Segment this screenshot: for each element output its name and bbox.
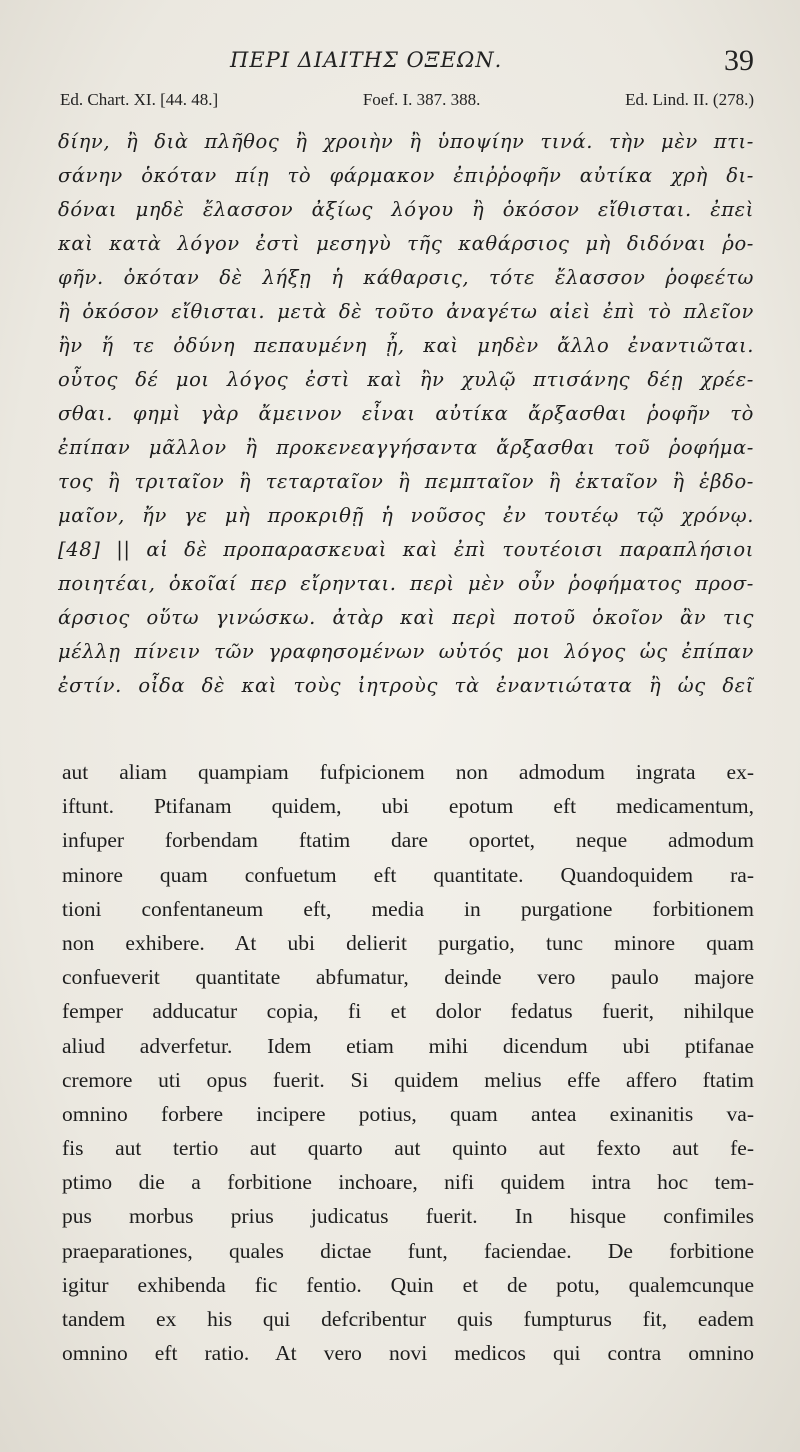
latin-text-line: pus morbus prius judicatus fuerit. In hisque confimiles [62, 1204, 754, 1229]
greek-text-line: σθαι. φημὶ γὰρ ἄμεινον εἶναι αὐτίκα ἄρξασθαι ῥοφῆν τὸ [58, 402, 754, 425]
greek-text-line: καὶ κατὰ λόγον ἐστὶ μεσηγὺ τῆς καθάρσιος μὴ διδόναι ῥο- [58, 232, 754, 255]
page-number: 39 [724, 44, 754, 77]
greek-text-line: [48] || αἱ δὲ προπαρασκευαὶ καὶ ἐπὶ τουτέοισι παραπλήσιοι [58, 538, 754, 561]
latin-text-line: omnino eft ratio. At vero novi medicos qui contra omnino [62, 1341, 754, 1366]
edition-ref-foes: Foef. I. 387. 388. [362, 90, 481, 109]
latin-text-block [62, 755, 754, 1370]
latin-text-line: ptimo die a forbitione inchoare, nifi quidem intra hoc tem- [62, 1170, 754, 1195]
greek-text-line: σάνην ὁκόταν πίῃ τὸ φάρμακον ἐπιῤῥοφῆν αὐτίκα χρὴ δι- [58, 164, 754, 187]
greek-text-line: οὗτος δέ μοι λόγος ἐστὶ καὶ ἢν χυλῷ πτισάνης δέῃ χρέε- [58, 368, 754, 391]
latin-text-line: tandem ex his qui defcribentur quis fumpturus fit, eadem [62, 1307, 754, 1331]
greek-text-line: δίην, ἢ διὰ πλῆθος ἢ χροιὴν ἢ ὑποψίην τινά. τὴν μὲν πτι- [58, 130, 754, 153]
latin-text-line: aliud adverfetur. Idem etiam mihi dicendum ubi ptifanae [62, 1033, 754, 1058]
greek-text-line: άρσιος οὕτω γινώσκω. ἀτὰρ καὶ περὶ ποτοῦ ὁκοῖον ἂν τις [58, 606, 754, 629]
latin-text-line: tioni confentaneum eft, media in purgatione forbitionem [62, 896, 754, 921]
greek-text-line: φῆν. ὁκόταν δὲ λήξῃ ἡ κάθαρσις, τότε ἔλασσον ῥοφεέτω [58, 266, 754, 289]
greek-text-line: ἐπίπαν μᾶλλον ἢ προκενεαγγήσαντα ἄρξασθαι τοῦ ῥοφήμα- [58, 436, 754, 459]
latin-text-line: aut aliam quampiam fufpicionem non admodum ingrata ex- [62, 760, 754, 784]
greek-text-line: ἢ ὁκόσον εἴθισται. μετὰ δὲ τοῦτο ἀναγέτω αἰεὶ ἐπὶ τὸ πλεῖον [58, 300, 754, 323]
latin-text-line: fis aut tertio aut quarto aut quinto aut fexto aut fe- [62, 1136, 754, 1161]
greek-text-line: τος ἢ τριταῖον ἢ τεταρταῖον ἢ πεμπταῖον ἢ ἑκταῖον ἢ ἑβδο- [58, 470, 754, 493]
greek-text-line: ἢν ἥ τε ὀδύνη πεπαυμένη ᾖ, καὶ μηδὲν ἄλλο ἐναντιῶται. [58, 334, 754, 357]
running-title: ΠΕΡΙ ΔΙΑΙΤΗΣ ΟΞΕΩΝ. [230, 48, 503, 72]
latin-text-line: praeparationes, quales dictae funt, faciendae. De forbitione [62, 1238, 754, 1263]
latin-text-line: infuper forbendam ftatim dare oportet, neque admodum [62, 828, 754, 853]
greek-text-line: ποιητέαι, ὁκοῖαί περ εἴρηνται. περὶ μὲν οὖν ῥοφήματος προσ- [58, 572, 754, 595]
latin-text-line: non exhibere. At ubi delierit purgatio, tunc minore quam [62, 930, 754, 955]
greek-text-line: ἐστίν. οἶδα δὲ καὶ τοὺς ἰητροὺς τὰ ἐναντιώτατα ἢ ὡς δεῖ [58, 674, 754, 697]
latin-text-line: confueverit quantitate abfumatur, deinde vero paulo majore [62, 965, 754, 990]
greek-text-block [58, 125, 754, 703]
latin-text-line: minore quam confuetum eft quantitate. Quandoquidem ra- [62, 862, 754, 887]
running-head [60, 44, 754, 84]
latin-text-line: cremore uti opus fuerit. Si quidem melius effe affero ftatim [62, 1067, 754, 1092]
greek-text-line: μαῖον, ἤν γε μὴ προκριθῇ ἡ νοῦσος ἐν τουτέῳ τῷ χρόνῳ. [58, 504, 754, 527]
edition-ref-linden: Ed. Lind. II. (278.) [625, 90, 754, 109]
edition-references [60, 90, 754, 110]
latin-text-line: iftunt. Ptifanam quidem, ubi epotum eft medicamentum, [62, 794, 754, 819]
greek-text-line: δόναι μηδὲ ἔλασσον ἀξίως λόγου ἢ ὁκόσον εἴθισται. ἐπεὶ [58, 198, 754, 221]
latin-text-line: igitur exhibenda fic fentio. Quin et de potu, qualemcunque [62, 1272, 754, 1297]
latin-text-line: femper adducatur copia, fi et dolor fedatus fuerit, nihilque [62, 999, 754, 1024]
edition-ref-chartier: Ed. Chart. XI. [44. 48.] [60, 90, 219, 109]
greek-text-line: μέλλῃ πίνειν τῶν γραφησομένων ωὑτός μοι λόγος ὡς ἐπίπαν [58, 640, 754, 663]
latin-text-line: omnino forbere incipere potius, quam antea exinanitis va- [62, 1101, 754, 1126]
